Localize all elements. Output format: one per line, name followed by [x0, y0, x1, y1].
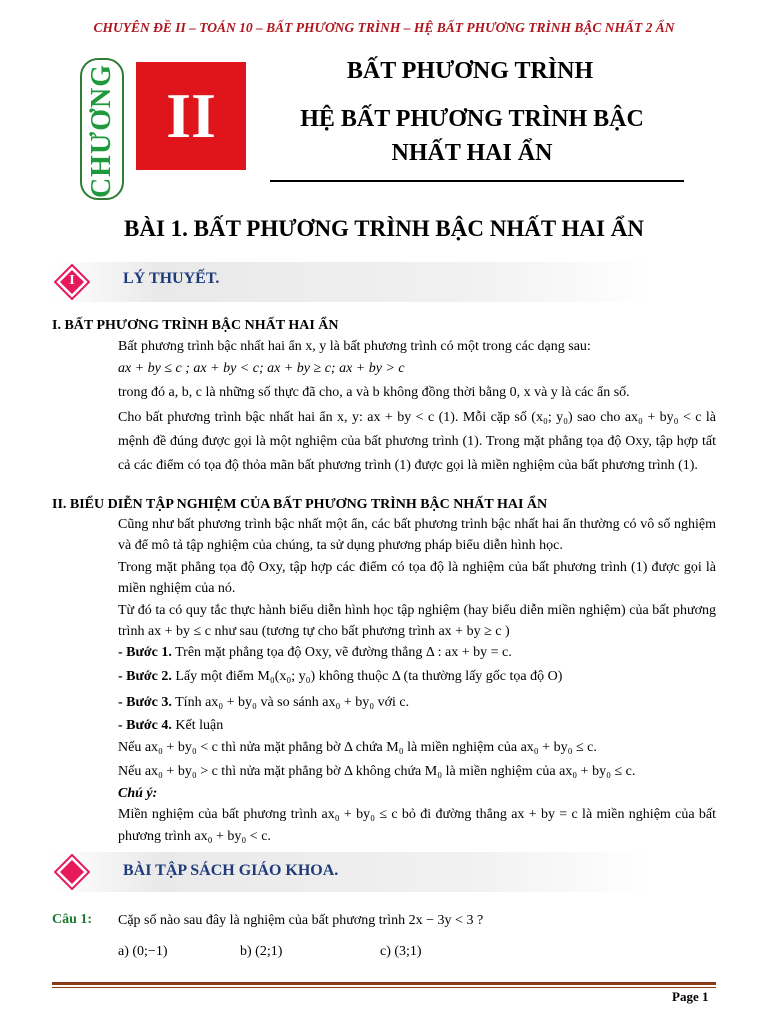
step3-label: - Bước 3. — [118, 695, 172, 710]
step2-text: Lấy một điểm M₀(x₀; y₀) không thuộc Δ (ta thường lấy gốc tọa độ O) — [175, 669, 563, 684]
step3 — [118, 692, 716, 713]
part2-heading: II. BIỂU DIỄN TẬP NGHIỆM CỦA BẤT PHƯƠNG TRÌNH BẬC NHẤT HAI ẨN — [52, 497, 548, 512]
chapter-vertical-label: CHƯƠNG — [86, 63, 117, 199]
question-1-label: Câu 1: — [52, 912, 93, 927]
exercises-diamond-icon — [54, 854, 90, 890]
para-rule-intro: Từ đó ta có quy tắc thực hành biểu diễn hình học tập nghiệm (hay biểu diễn miền nghiệm) của bất phương trình ax + by ≤ c như sau (tương tự cho bất phương trình ax + by ≥ c ) — [118, 603, 716, 639]
chapter-title-line2-text: HỆ BẤT PHƯƠNG TRÌNH BẬC — [300, 106, 644, 132]
question-1-option-a: a) (0;−1) — [118, 944, 168, 959]
conclusion-1: Nếu ax₀ + by₀ < c thì nửa mặt phẳng bờ Δ chứa M₀ là miền nghiệm của ax₀ + by₀ ≤ c. — [118, 740, 597, 755]
footer-rule-thick — [52, 982, 716, 985]
chapter-title-line2 — [262, 102, 682, 170]
step1 — [118, 642, 716, 663]
step1-text: Trên mặt phẳng tọa độ Oxy, vẽ đường thẳng Δ : ax + by = c. — [175, 645, 512, 660]
note-label: Chú ý: — [118, 786, 158, 801]
step4-label: - Bước 4. — [118, 718, 172, 733]
running-header: CHUYÊN ĐỀ II – TOÁN 10 – BẤT PHƯƠNG TRÌNH – HỆ BẤT PHƯƠNG TRÌNH BẬC NHẤT 2 ẨN — [93, 20, 675, 35]
para-geometric-method: Cũng như bất phương trình bậc nhất một ẩn, các bất phương trình bậc nhất hai ẩn thường có vô số nghiệm và để mô tả tập nghiệm của chúng, ta sử dụng phương pháp biểu diễn hình học. — [118, 517, 716, 553]
chapter-vertical-label-box — [80, 58, 124, 200]
chapter-title-line1: BẤT PHƯƠNG TRÌNH — [346, 58, 594, 84]
chapter-number-box — [136, 62, 246, 170]
chapter-title-line3-text: NHẤT HAI ẨN — [391, 140, 553, 166]
part1-heading: I. BẤT PHƯƠNG TRÌNH BẬC NHẤT HAI ẨN — [52, 318, 339, 333]
para-definition: Bất phương trình bậc nhất hai ẩn x, y là bất phương trình có một trong các dạng sau: — [118, 339, 591, 354]
lesson-title: BÀI 1. BẤT PHƯƠNG TRÌNH BẬC NHẤT HAI ẨN — [124, 216, 644, 241]
inequality-forms: ax + by ≤ c ; ax + by < c; ax + by ≥ c; ax + by > c — [118, 361, 405, 376]
theory-label: LÝ THUYẾT. — [123, 270, 220, 287]
theory-badge: I — [69, 273, 75, 288]
note-text: Miền nghiệm của bất phương trình ax₀ + by₀ ≤ c bỏ đi đường thẳng ax + by = c là miền nghiệm của bất phương trình ax₀ + by₀ < c. — [118, 807, 716, 844]
step1-label: - Bước 1. — [118, 645, 172, 660]
para-solution-region: Trong mặt phẳng tọa độ Oxy, tập hợp các điểm có tọa độ là nghiệm của bất phương trình (1) được gọi là miền nghiệm của nó. — [118, 560, 716, 596]
step4 — [118, 715, 716, 736]
question-1-option-c: c) (3;1) — [380, 944, 422, 959]
chapter-number: II — [166, 80, 216, 151]
footer-rule-thin — [52, 987, 716, 988]
para-solution-definition: Cho bất phương trình bậc nhất hai ẩn x, y: ax + by < c (1). Mỗi cặp số (x₀; y₀) sao cho ax₀ + by₀ < c là mệnh đề đúng được gọi là một nghiệm của bất phương trình (1). Trong mặt phẳng tọa độ Oxy, tập hợp tất cả các điểm có tọa độ thỏa mãn bất phương trình (1) được gọi là miền nghiệm của bất phương trình (1). — [118, 410, 716, 473]
question-1-text: Cặp số nào sau đây là nghiệm của bất phương trình 2x − 3y < 3 ? — [118, 913, 484, 928]
step2 — [118, 666, 716, 687]
question-1-option-b: b) (2;1) — [240, 944, 283, 959]
para-coefficients: trong đó a, b, c là những số thực đã cho, a và b không đồng thời bằng 0, x và y là các ẩn số. — [118, 385, 630, 400]
chapter-title-underline — [270, 180, 684, 182]
exercises-label: BÀI TẬP SÁCH GIÁO KHOA. — [123, 862, 339, 879]
page-number: Page 1 — [672, 989, 709, 1004]
step3-text: Tính ax₀ + by₀ và so sánh ax₀ + by₀ với c. — [175, 695, 410, 710]
conclusion-2: Nếu ax₀ + by₀ > c thì nửa mặt phẳng bờ Δ không chứa M₀ là miền nghiệm của ax₀ + by₀ ≤ c. — [118, 764, 636, 779]
step4-text: Kết luận — [175, 718, 224, 733]
step2-label: - Bước 2. — [118, 669, 172, 684]
